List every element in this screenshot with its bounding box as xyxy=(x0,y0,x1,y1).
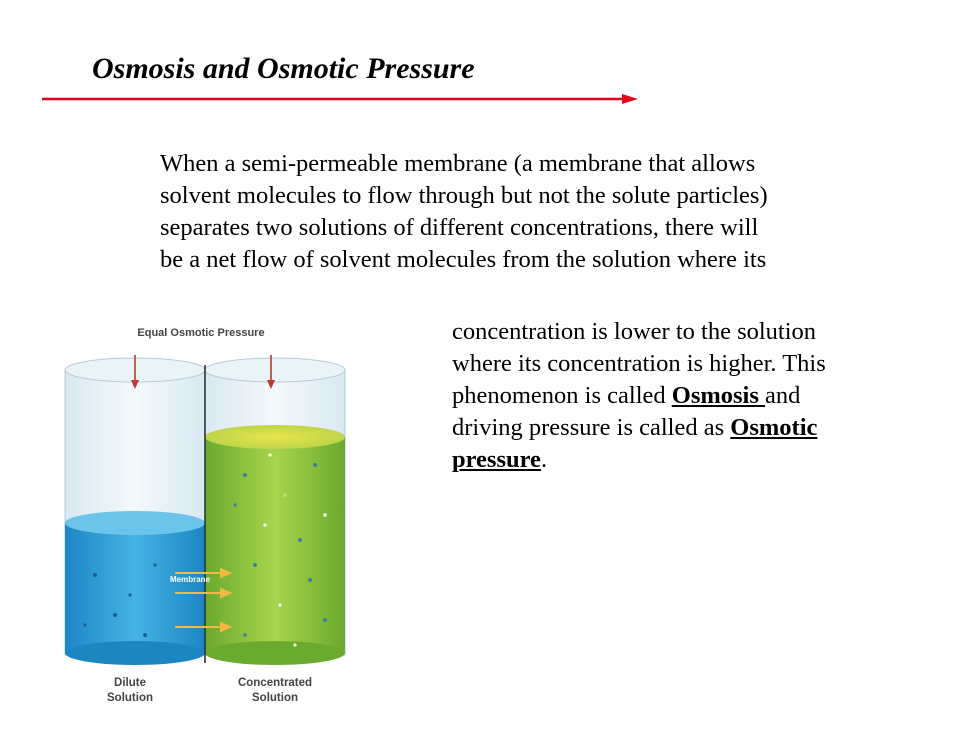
wrap-line-3-pre: phenomenon is called xyxy=(452,382,672,409)
diagram-title: Equal Osmotic Pressure xyxy=(137,327,265,339)
paragraph-line-1: When a semi-permeable membrane (a membrane that allows xyxy=(160,150,756,177)
wrap-line-5 xyxy=(452,444,972,476)
diagram-illustration xyxy=(55,325,355,670)
membrane-label: Membrane xyxy=(170,575,211,584)
term-osmosis: Osmosis xyxy=(671,382,766,409)
intro-paragraph xyxy=(160,148,978,276)
dilute-solution-label xyxy=(75,676,185,706)
dilute-label-line-1: Dilute xyxy=(114,677,146,689)
wrap-line-4-pre: driving pressure is called as xyxy=(452,414,731,441)
term-pressure: pressure xyxy=(452,446,541,473)
wrap-line-3 xyxy=(452,380,972,412)
wrap-line-4 xyxy=(452,412,972,444)
osmosis-diagram xyxy=(55,325,355,725)
wrap-line-2: where its concentration is higher. This xyxy=(452,350,826,377)
term-osmotic: Osmotic xyxy=(730,414,818,441)
term-suffix: . xyxy=(540,446,548,473)
slide-title: Osmosis and Osmotic Pressure xyxy=(92,52,475,85)
title-underline-arrow xyxy=(42,92,642,106)
concentrated-solution-label xyxy=(215,676,335,706)
paragraph-line-3: separates two solutions of different concentrations, there will xyxy=(160,214,759,241)
dilute-liquid xyxy=(65,523,205,653)
wrap-paragraph xyxy=(452,316,972,476)
dilute-label-line-2: Solution xyxy=(107,692,153,704)
wrap-line-1: concentration is lower to the solution xyxy=(452,318,817,345)
paragraph-line-2: solvent molecules to flow through but not the solute particles) xyxy=(160,182,768,209)
concentrated-label-line-1: Concentrated xyxy=(237,677,313,689)
wrap-line-3-post: and xyxy=(765,382,801,409)
paragraph-line-4: be a net flow of solvent molecules from the solution where its xyxy=(160,246,767,273)
concentrated-label-line-2: Solution xyxy=(252,692,298,704)
